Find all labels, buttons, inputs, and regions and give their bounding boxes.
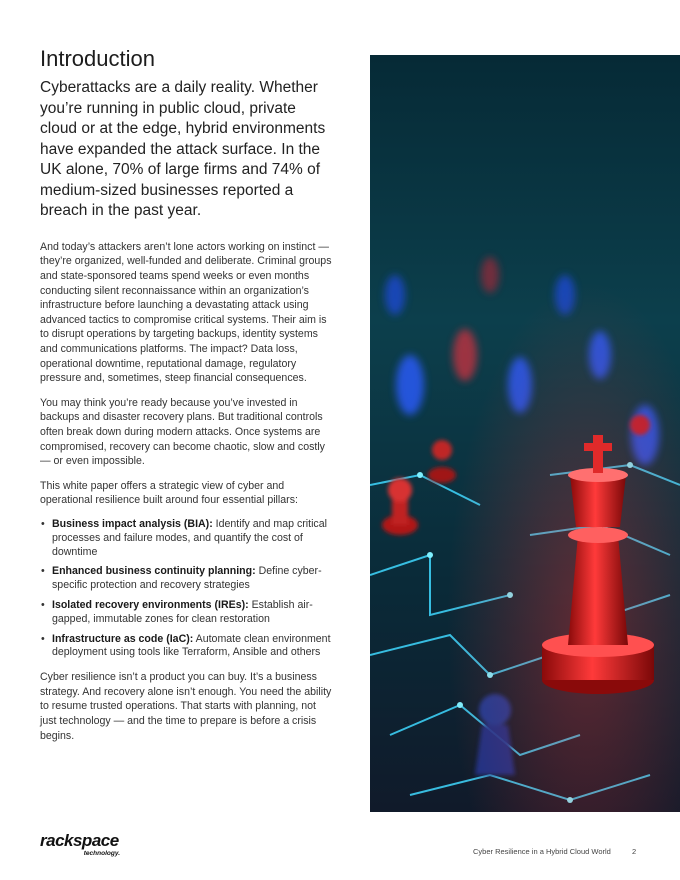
logo-subtitle: technology. (83, 850, 120, 857)
list-item (40, 633, 332, 661)
bullet-term: Enhanced business continuity planning: (52, 565, 256, 578)
bullet-term: Business impact analysis (BIA): (52, 517, 213, 530)
pillars-list (40, 518, 332, 660)
rackspace-logo (40, 832, 124, 862)
bullet-term: Isolated recovery environments (IREs): (52, 598, 249, 611)
lead-paragraph: Cyberattacks are a daily reality. Whether you’re running in public cloud, private cloud or at the edge, hybrid environments have expanded the attack surface. In the UK alone, 70% of large firms and 74% of medium-sized businesses reported a breach in the past year. (40, 79, 326, 220)
body-paragraph-1: And today’s attackers aren’t lone actors working on instinct — they’re organized, well-funded and deliberate. Criminal groups and state-sponsored teams spend weeks or even months conducting silent reconnaissance within an organization’s infrastructure before launching a devastating attack using advanced tactics to compromise critical systems. Their aim is to disrupt operations by targeting backups, identity systems and communications platforms. The impact? Data loss, operational downtime, reputational damage, regulatory pressure and, sometimes, steep financial consequences. (40, 240, 332, 385)
logo-wordmark: rackspace (40, 831, 119, 850)
footer-doc-title: Cyber Resilience in a Hybrid Cloud World (473, 847, 611, 856)
bullet-text: Identify and map critical processes and failure modes, and quantify the cost of downtime (52, 517, 327, 558)
bullet-text: Automate clean environment deployment using tools like Terraform, Ansible and others (52, 632, 331, 659)
bullet-text: Define cyber-specific protection and recovery strategies (52, 565, 322, 592)
body-paragraph-3: This white paper offers a strategic view of cyber and operational resilience built around four essential pillars: (40, 479, 298, 507)
page-number: 2 (632, 847, 637, 856)
closing-paragraph: Cyber resilience isn’t a product you can buy. It’s a business strategy. And recovery alone isn’t enough. You need the ability to resume trusted operations. That starts with planning, not just technology — and the time to prepare is before a crisis begins. (40, 671, 332, 742)
list-item (40, 518, 332, 559)
body-paragraph-2: You may think you’re ready because you’ve invested in backups and disaster recovery plans. But traditional controls often break down during modern attacks. Once systems are compromised, recovery can become chaotic, slow and costly — or even impossible. (40, 396, 325, 468)
list-item (40, 599, 332, 627)
text-column (40, 46, 332, 753)
bullet-text: Establish air-gapped, immutable zones for clean restoration (52, 598, 313, 625)
bullet-term: Infrastructure as code (IaC): (52, 632, 194, 645)
list-item (40, 565, 332, 593)
page-title: Introduction (40, 46, 155, 71)
chess-board-circuit-image (370, 55, 680, 812)
